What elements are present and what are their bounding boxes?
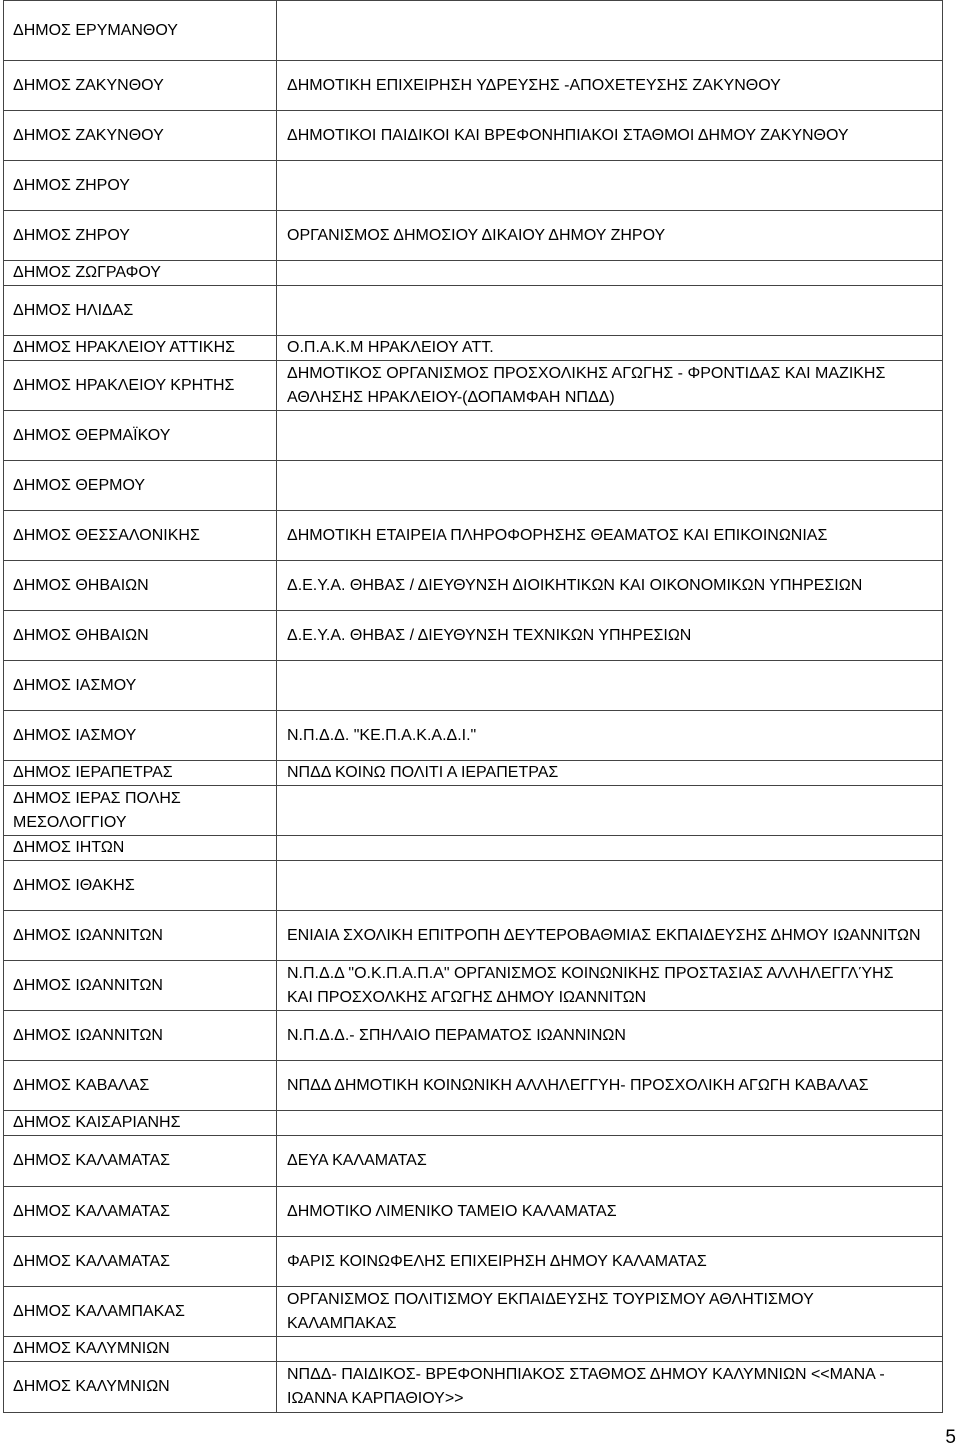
entity-cell	[277, 261, 942, 285]
table-row	[4, 111, 942, 161]
table-row	[4, 336, 942, 361]
municipality-cell: ΔΗΜΟΣ ΘΗΒΑΙΩΝ	[4, 611, 277, 660]
table-row	[4, 1, 942, 61]
table-row	[4, 61, 942, 111]
entity-cell: ΝΠΔΔ ΔΗΜΟΤΙΚΗ ΚΟΙΝΩΝΙΚΗ ΑΛΛΗΛΕΓΓΥΗ- ΠΡΟΣΧΟΛΙΚΗ ΑΓΩΓΗ ΚΑΒΑΛΑΣ	[287, 1076, 869, 1094]
entity-cell	[277, 461, 942, 510]
table-row	[4, 1337, 942, 1362]
municipality-cell: ΔΗΜΟΣ ΚΑΛΑΜΑΤΑΣ	[4, 1237, 277, 1286]
municipality-cell: ΔΗΜΟΣ ΙΑΣΜΟΥ	[4, 661, 277, 710]
entity-cell: Δ.Ε.Υ.Α. ΘΗΒΑΣ / ΔΙΕΥΘΥΝΣΗ ΔΙΟΙΚΗΤΙΚΩΝ ΚΑΙ ΟΙΚΟΝΟΜΙΚΩΝ ΥΠΗΡΕΣΙΩΝ	[287, 576, 863, 594]
table-row	[4, 361, 942, 411]
entity-cell	[277, 1111, 942, 1135]
table-row	[4, 861, 942, 911]
entity-cell: ΦΑΡΙΣ ΚΟΙΝΩΦΕΛΗΣ ΕΠΙΧΕΙΡΗΣΗ ΔΗΜΟΥ ΚΑΛΑΜΑΤΑΣ	[287, 1252, 707, 1270]
entities-table	[3, 0, 943, 1413]
entity-cell	[277, 286, 942, 335]
municipality-cell: ΔΗΜΟΣ ΚΑΛΑΜΠΑΚΑΣ	[4, 1287, 277, 1336]
municipality-cell: ΔΗΜΟΣ ΗΛΙΔΑΣ	[4, 286, 277, 335]
entity-cell: ΔΗΜΟΤΙΚΟΣ ΟΡΓΑΝΙΣΜΟΣ ΠΡΟΣΧΟΛΙΚΗΣ ΑΓΩΓΗΣ - ΦΡΟΝΤΙΔΑΣ ΚΑΙ ΜΑΖΙΚΗΣ ΑΘΛΗΣΗΣ ΗΡΑΚΛΕΙΟΥ-(ΔΟΠΑΜΦΑΗ ΝΠΔΔ)	[287, 364, 886, 406]
table-row	[4, 711, 942, 761]
entity-cell: ΔΗΜΟΤΙΚΟ ΛΙΜΕΝΙΚΟ ΤΑΜΕΙΟ ΚΑΛΑΜΑΤΑΣ	[287, 1202, 617, 1220]
municipality-cell: ΔΗΜΟΣ ΙΩΑΝΝΙΤΩΝ	[4, 911, 277, 960]
table-row	[4, 511, 942, 561]
entity-cell: Ν.Π.Δ.Δ. "ΚΕ.Π.Α.Κ.Α.Δ.Ι."	[287, 726, 477, 744]
entity-cell: Ν.Π.Δ.Δ "Ο.Κ.Π.Α.Π.Α" ΟΡΓΑΝΙΣΜΟΣ ΚΟΙΝΩΝΙΚΗΣ ΠΡΟΣΤΑΣΙΑΣ ΑΛΛΗΛΕΓΓΛΎΗΣ ΚΑΙ ΠΡΟΣΧΟΛΚΗΣ ΑΓΩΓΗΣ ΔΗΜΟΥ ΙΩΑΝΝΙΤΩΝ	[287, 964, 894, 1006]
entity-cell: ΝΠΔΔ- ΠΑΙΔΙΚΟΣ- ΒΡΕΦΟΝΗΠΙΑΚΟΣ ΣΤΑΘΜΟΣ ΔΗΜΟΥ ΚΑΛΥΜΝΙΩΝ <<ΜΑΝΑ - ΙΩΑΝΝΑ ΚΑΡΠΑΘΙΟΥ>>	[287, 1366, 885, 1407]
municipality-cell: ΔΗΜΟΣ ΙΩΑΝΝΙΤΩΝ	[4, 961, 277, 1010]
entity-cell	[277, 1337, 942, 1361]
entity-cell: ΔΗΜΟΤΙΚΗ ΕΤΑΙΡΕΙΑ ΠΛΗΡΟΦΟΡΗΣΗΣ ΘΕΑΜΑΤΟΣ ΚΑΙ ΕΠΙΚΟΙΝΩΝΙΑΣ	[287, 526, 828, 544]
entity-cell	[277, 861, 942, 910]
municipality-cell: ΔΗΜΟΣ ΖΗΡΟΥ	[4, 211, 277, 260]
municipality-cell: ΔΗΜΟΣ ΙΕΡΑΠΕΤΡΑΣ	[4, 761, 277, 785]
municipality-cell: ΔΗΜΟΣ ΘΗΒΑΙΩΝ	[4, 561, 277, 610]
table-row	[4, 461, 942, 511]
entity-cell: ΟΡΓΑΝΙΣΜΟΣ ΔΗΜΟΣΙΟΥ ΔΙΚΑΙΟΥ ΔΗΜΟΥ ΖΗΡΟΥ	[287, 226, 666, 244]
municipality-cell: ΔΗΜΟΣ ΗΡΑΚΛΕΙΟΥ ΚΡΗΤΗΣ	[4, 361, 277, 410]
table-row	[4, 1111, 942, 1136]
municipality-cell: ΔΗΜΟΣ ΖΑΚΥΝΘΟΥ	[4, 61, 277, 110]
municipality-cell: ΔΗΜΟΣ ΚΑΛΑΜΑΤΑΣ	[4, 1136, 277, 1186]
municipality-cell: ΔΗΜΟΣ ΚΑΛΥΜΝΙΩΝ	[4, 1362, 277, 1412]
entity-cell	[277, 411, 942, 460]
municipality-cell: ΔΗΜΟΣ ΙΩΑΝΝΙΤΩΝ	[4, 1011, 277, 1060]
table-row	[4, 1237, 942, 1287]
table-row	[4, 836, 942, 861]
table-row	[4, 911, 942, 961]
entity-cell	[277, 661, 942, 710]
entity-cell	[277, 1, 942, 60]
entity-cell	[277, 161, 942, 210]
municipality-cell: ΔΗΜΟΣ ΙΕΡΑΣ ΠΟΛΗΣ ΜΕΣΟΛΟΓΓΙΟΥ	[4, 786, 277, 835]
municipality-cell: ΔΗΜΟΣ ΘΕΡΜΑΪΚΟΥ	[4, 411, 277, 460]
entity-cell: Δ.Ε.Υ.Α. ΘΗΒΑΣ / ΔΙΕΥΘΥΝΣΗ ΤΕΧΝΙΚΩΝ ΥΠΗΡΕΣΙΩΝ	[287, 626, 692, 644]
entity-cell: Ο.Π.Α.Κ.Μ ΗΡΑΚΛΕΙΟΥ ΑΤΤ.	[287, 339, 494, 356]
table-row	[4, 961, 942, 1011]
municipality-cell: ΔΗΜΟΣ ΖΑΚΥΝΘΟΥ	[4, 111, 277, 160]
municipality-cell: ΔΗΜΟΣ ΗΡΑΚΛΕΙΟΥ ΑΤΤΙΚΗΣ	[4, 336, 277, 360]
municipality-cell: ΔΗΜΟΣ ΚΑΒΑΛΑΣ	[4, 1061, 277, 1110]
entity-cell: Ν.Π.Δ.Δ.- ΣΠΗΛΑΙΟ ΠΕΡΑΜΑΤΟΣ ΙΩΑΝΝΙΝΩΝ	[287, 1026, 626, 1044]
table-row	[4, 1061, 942, 1111]
municipality-cell: ΔΗΜΟΣ ΚΑΛΥΜΝΙΩΝ	[4, 1337, 277, 1361]
table-row	[4, 161, 942, 211]
entity-cell	[277, 786, 942, 835]
municipality-cell: ΔΗΜΟΣ ΙΗΤΩΝ	[4, 836, 277, 860]
table-row	[4, 761, 942, 786]
table-row	[4, 1011, 942, 1061]
table-row	[4, 661, 942, 711]
table-row	[4, 611, 942, 661]
entity-cell: ΔΕΥΑ ΚΑΛΑΜΑΤΑΣ	[287, 1152, 427, 1169]
entity-cell: ΔΗΜΟΤΙΚΗ ΕΠΙΧΕΙΡΗΣΗ ΥΔΡΕΥΣΗΣ -ΑΠΟΧΕΤΕΥΣΗΣ ΖΑΚΥΝΘΟΥ	[287, 76, 781, 94]
table-row	[4, 1362, 942, 1413]
municipality-cell: ΔΗΜΟΣ ΙΘΑΚΗΣ	[4, 861, 277, 910]
municipality-cell: ΔΗΜΟΣ ΘΕΡΜΟΥ	[4, 461, 277, 510]
table-row	[4, 1187, 942, 1237]
table-row	[4, 261, 942, 286]
table-row	[4, 1287, 942, 1337]
table-row	[4, 411, 942, 461]
table-row	[4, 1136, 942, 1187]
municipality-cell: ΔΗΜΟΣ ΚΑΙΣΑΡΙΑΝΗΣ	[4, 1111, 277, 1135]
table-row	[4, 286, 942, 336]
municipality-cell: ΔΗΜΟΣ ΚΑΛΑΜΑΤΑΣ	[4, 1187, 277, 1236]
entity-cell: ΕΝΙΑΙΑ ΣΧΟΛΙΚΗ ΕΠΙΤΡΟΠΗ ΔΕΥΤΕΡΟΒΑΘΜΙΑΣ ΕΚΠΑΙΔΕΥΣΗΣ ΔΗΜΟΥ ΙΩΑΝΝΙΤΩΝ	[287, 926, 921, 944]
entity-cell: ΝΠΔΔ ΚΟΙΝΩ ΠΟΛΙΤΙ Α ΙΕΡΑΠΕΤΡΑΣ	[287, 764, 559, 781]
entity-cell: ΔΗΜΟΤΙΚΟΙ ΠΑΙΔΙΚΟΙ ΚΑΙ ΒΡΕΦΟΝΗΠΙΑΚΟΙ ΣΤΑΘΜΟΙ ΔΗΜΟΥ ΖΑΚΥΝΘΟΥ	[287, 126, 849, 144]
table-row	[4, 211, 942, 261]
municipality-cell: ΔΗΜΟΣ ΙΑΣΜΟΥ	[4, 711, 277, 760]
table-row	[4, 786, 942, 836]
entity-cell	[277, 836, 942, 860]
entity-cell: ΟΡΓΑΝΙΣΜΟΣ ΠΟΛΙΤΙΣΜΟΥ ΕΚΠΑΙΔΕΥΣΗΣ ΤΟΥΡΙΣΜΟΥ ΑΘΛΗΤΙΣΜΟΥ ΚΑΛΑΜΠΑΚΑΣ	[287, 1290, 814, 1332]
municipality-cell: ΔΗΜΟΣ ΖΗΡΟΥ	[4, 161, 277, 210]
table-row	[4, 561, 942, 611]
municipality-cell: ΔΗΜΟΣ ΖΩΓΡΑΦΟΥ	[4, 261, 277, 285]
page-number: 5	[945, 1427, 956, 1448]
municipality-cell: ΔΗΜΟΣ ΕΡΥΜΑΝΘΟΥ	[4, 1, 277, 60]
municipality-cell: ΔΗΜΟΣ ΘΕΣΣΑΛΟΝΙΚΗΣ	[4, 511, 277, 560]
